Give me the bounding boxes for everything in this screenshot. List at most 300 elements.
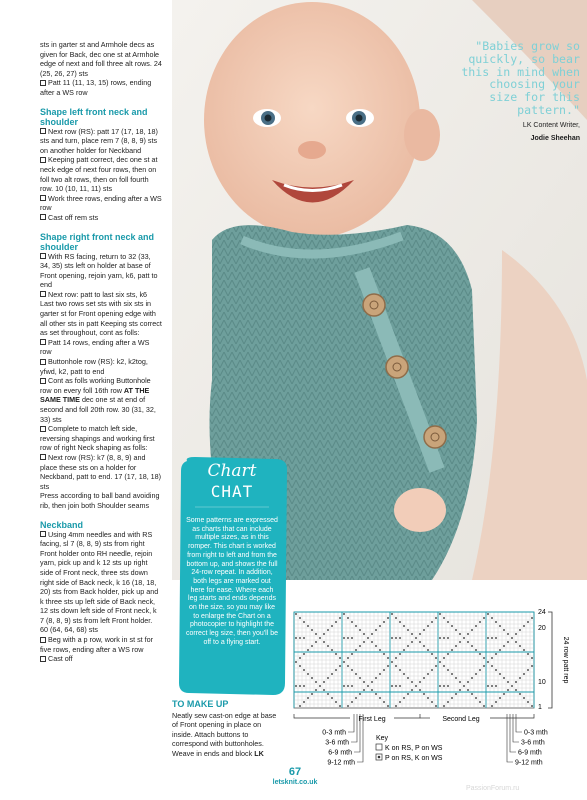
purl-dot [331, 697, 333, 699]
page-number: 67 [288, 766, 302, 778]
purl-dot [439, 613, 441, 615]
second-leg-label: Second Leg [442, 716, 480, 723]
purl-dot [471, 677, 473, 679]
button-icon [386, 356, 408, 378]
size-label: 6-9 mth [328, 749, 352, 757]
purl-dot [315, 689, 317, 691]
purl-dot [447, 637, 449, 639]
purl-dot [351, 637, 353, 639]
purl-dot [375, 693, 377, 695]
baby-ear [404, 109, 440, 161]
purl-dot [311, 693, 313, 695]
purl-dot [299, 705, 301, 707]
purl-dot [375, 677, 377, 679]
checkbox-icon[interactable] [40, 291, 46, 297]
make-up-section [172, 700, 282, 759]
purl-dot [355, 625, 357, 627]
row-number-label: 24 [538, 609, 546, 616]
purl-dot [459, 689, 461, 691]
button-icon [363, 294, 385, 316]
row-number-label: 10 [538, 679, 546, 686]
purl-dot [479, 701, 481, 703]
purl-dot [359, 645, 361, 647]
purl-dot [475, 649, 477, 651]
quote-author-role: LK Content Writer, [522, 121, 580, 129]
purl-dot [507, 633, 509, 635]
purl-dot [371, 641, 373, 643]
purl-dot [463, 637, 465, 639]
baby-nose [298, 141, 326, 159]
checkbox-icon[interactable] [40, 359, 46, 365]
purl-dot [423, 693, 425, 695]
purl-dot [363, 641, 365, 643]
size-label: 3-6 mth [325, 739, 349, 747]
purl-dot [467, 633, 469, 635]
purl-dot [479, 653, 481, 655]
purl-dot [391, 685, 393, 687]
purl-dot [451, 649, 453, 651]
purl-dot [443, 705, 445, 707]
purl-dot [411, 633, 413, 635]
purl-dot [459, 633, 461, 635]
purl-dot [395, 685, 397, 687]
baby-hand [394, 488, 446, 532]
purl-dot [499, 697, 501, 699]
purl-dot [447, 685, 449, 687]
purl-dot [471, 645, 473, 647]
purl-dot [355, 649, 357, 651]
purl-dot [379, 625, 381, 627]
purl-dot [347, 617, 349, 619]
purl-dot [471, 693, 473, 695]
purl-dot [331, 649, 333, 651]
purl-dot [527, 653, 529, 655]
purl-dot [483, 617, 485, 619]
purl-dot [523, 673, 525, 675]
purl-dot [303, 669, 305, 671]
purl-dot [531, 665, 533, 667]
purl-dot [359, 693, 361, 695]
purl-dot [507, 641, 509, 643]
purl-dot [407, 645, 409, 647]
purl-dot [335, 669, 337, 671]
checkbox-icon[interactable] [40, 637, 46, 643]
purl-dot [419, 689, 421, 691]
purl-dot [443, 657, 445, 659]
purl-dot [295, 661, 297, 663]
pull-quote [458, 40, 580, 142]
purl-dot [407, 693, 409, 695]
purl-dot [467, 641, 469, 643]
purl-dot [527, 621, 529, 623]
purl-dot [395, 705, 397, 707]
purl-dot [519, 629, 521, 631]
purl-dot [491, 657, 493, 659]
purl-dot [347, 685, 349, 687]
purl-dot [507, 681, 509, 683]
purl-dot [499, 649, 501, 651]
instruction-step: Cast off rem sts [40, 213, 162, 223]
repeat-label: 24 row patt rep [562, 636, 569, 684]
purl-dot [447, 669, 449, 671]
purl-dot [295, 685, 297, 687]
purl-dot [351, 653, 353, 655]
purl-dot [335, 621, 337, 623]
purl-dot [299, 617, 301, 619]
purl-dot [443, 665, 445, 667]
purl-dot [299, 665, 301, 667]
instruction-step: Next row (RS): patt 17 (17, 18, 18) sts and turn, place rem 7 (8, 8, 9) sts on another holder for Neckband [40, 126, 158, 155]
purl-dot [335, 701, 337, 703]
instruction-step: Keeping patt correct, dec one st at neck edge of next four rows, then on foll two alt rows, then on foll fourth row. 10 (10, 11, 11) sts [40, 155, 158, 194]
purl-dot [387, 665, 389, 667]
purl-dot [515, 681, 517, 683]
purl-dot [403, 673, 405, 675]
purl-dot [523, 649, 525, 651]
purl-dot [399, 653, 401, 655]
purl-dot [427, 625, 429, 627]
size-label: 0-3 mth [524, 729, 548, 737]
purl-dot [495, 653, 497, 655]
chat-title-script: Chart [207, 461, 257, 481]
purl-dot [531, 705, 533, 707]
purl-dot [311, 629, 313, 631]
section-heading-right-shape: Shape right front neck and shoulder [40, 231, 155, 252]
purl-dot [303, 653, 305, 655]
key-title: Key [376, 735, 389, 742]
end-mark: LK [254, 748, 264, 758]
purl-dot [367, 685, 369, 687]
purl-dot [483, 705, 485, 707]
purl-dot [427, 673, 429, 675]
purl-dot [323, 641, 325, 643]
purl-dot [455, 645, 457, 647]
purl-dot [331, 625, 333, 627]
purl-dot [355, 673, 357, 675]
purl-dot [439, 685, 441, 687]
purl-dot [323, 681, 325, 683]
purl-dot [327, 693, 329, 695]
purl-dot [303, 637, 305, 639]
purl-dot [467, 681, 469, 683]
purl-dot [419, 641, 421, 643]
purl-dot [511, 685, 513, 687]
purl-dot [387, 617, 389, 619]
purl-dot [503, 693, 505, 695]
purl-dot [327, 677, 329, 679]
purl-dot [443, 637, 445, 639]
purl-dot [427, 649, 429, 651]
purl-dot [451, 625, 453, 627]
purl-dot [379, 649, 381, 651]
purl-dot [359, 677, 361, 679]
quote-author-name: Jodie Sheehan [530, 134, 580, 142]
purl-dot [351, 701, 353, 703]
purl-dot [503, 677, 505, 679]
section-heading-left-shape: Shape left front neck and shoulder [40, 106, 148, 127]
purl-dot [315, 633, 317, 635]
purl-dot [339, 657, 341, 659]
purl-dot [403, 625, 405, 627]
purl-dot [531, 657, 533, 659]
purl-dot [427, 697, 429, 699]
checkbox-icon[interactable] [40, 378, 46, 384]
purl-dot [307, 625, 309, 627]
purl-dot [503, 629, 505, 631]
checkbox-icon[interactable] [40, 80, 46, 86]
purl-dot [343, 613, 345, 615]
purl-dot [363, 681, 365, 683]
purl-dot [459, 681, 461, 683]
instruction-step: Patt 11 (11, 13, 15) rows, ending after a WS row [40, 78, 152, 97]
purl-dot [347, 705, 349, 707]
purl-dot [307, 649, 309, 651]
purl-dot [463, 685, 465, 687]
purl-dot [435, 665, 437, 667]
purl-dot [407, 629, 409, 631]
purl-dot [511, 637, 513, 639]
purl-dot [495, 669, 497, 671]
purl-dot [443, 617, 445, 619]
purl-dot [403, 697, 405, 699]
purl-dot [423, 629, 425, 631]
size-label: 3-6 mth [521, 739, 545, 747]
site-url: letsknit.co.uk [272, 779, 318, 786]
section-heading-neckband: Neckband [40, 519, 84, 530]
purl-dot [339, 617, 341, 619]
instruction-step: Patt 14 rows, ending after a WS row [40, 337, 150, 357]
purl-dot [359, 629, 361, 631]
purl-dot [295, 613, 297, 615]
second-leg-marker [490, 714, 534, 718]
purl-dot [483, 657, 485, 659]
purl-dot [491, 705, 493, 707]
size-label: 0-3 mth [322, 729, 346, 737]
knit-stitch-icon [376, 744, 382, 750]
purl-dot [491, 685, 493, 687]
purl-dot [487, 613, 489, 615]
chart-grid [294, 612, 534, 708]
purl-dot [395, 665, 397, 667]
purl-dot [495, 621, 497, 623]
purl-dot [347, 657, 349, 659]
purl-dot [399, 669, 401, 671]
instruction-step: Next row: patt to last six sts, k6 Last two rows set sts with six sts in garter st for Front opening edge with all other sts in patt Keeping sts correct as set throughout, cont as folls: [40, 289, 162, 338]
purl-dot [487, 637, 489, 639]
purl-dot [475, 625, 477, 627]
purl-dot [371, 681, 373, 683]
purl-dot [467, 689, 469, 691]
instruction-text: Press according to ball band avoiding rib, then join both Shoulder seams [40, 491, 160, 510]
purl-dot [431, 701, 433, 703]
purl-dot [363, 633, 365, 635]
purl-dot [423, 645, 425, 647]
make-up-text: Neatly sew cast-on edge at base of Front opening in place on inside. Attach buttons to correspond with buttonholes. Weave in ends and block LK [172, 710, 277, 758]
purl-dot [507, 689, 509, 691]
purl-dot [499, 625, 501, 627]
chat-title-block: CHAT [210, 482, 254, 501]
purl-dot [303, 621, 305, 623]
purl-dot [399, 621, 401, 623]
purl-dot [343, 637, 345, 639]
chart-svg [290, 608, 587, 770]
purl-dot [371, 633, 373, 635]
purl-dot [371, 689, 373, 691]
purl-dot [387, 705, 389, 707]
purl-dot [495, 701, 497, 703]
knitting-chart [290, 608, 587, 770]
purl-dot [395, 657, 397, 659]
purl-dot [343, 685, 345, 687]
emphasis-text: AT THE SAME TIME [40, 385, 150, 405]
purl-dot [303, 685, 305, 687]
instruction-step: Work three rows, ending after a WS row [40, 193, 162, 213]
checkbox-icon[interactable] [40, 454, 46, 460]
purl-dot [299, 685, 301, 687]
purl-dot [451, 697, 453, 699]
purl-dot [487, 661, 489, 663]
purl-dot [379, 697, 381, 699]
purl-dot [475, 673, 477, 675]
purl-dot [439, 637, 441, 639]
purl-dot [431, 621, 433, 623]
purl-dot [399, 701, 401, 703]
purl-dot [363, 689, 365, 691]
checkbox-icon[interactable] [40, 339, 46, 345]
purl-dot [307, 697, 309, 699]
purl-dot [303, 701, 305, 703]
purl-dot [519, 677, 521, 679]
size-bracket [348, 714, 354, 732]
first-leg-marker [294, 714, 350, 718]
purl-dot [351, 621, 353, 623]
instruction-step: With RS facing, return to 32 (33, 34, 35) sts left on holder at base of Front opening, rejoin yarn, k6, patt to end [40, 251, 158, 290]
purl-dot [327, 629, 329, 631]
checkbox-icon[interactable] [40, 214, 46, 220]
purl-dot [519, 645, 521, 647]
row-number-label: 20 [538, 625, 546, 632]
purl-dot [455, 693, 457, 695]
purl-dot [395, 637, 397, 639]
purl-dot [459, 641, 461, 643]
purl-dot [395, 617, 397, 619]
purl-dot [403, 649, 405, 651]
purl-dot [315, 681, 317, 683]
purl-dot [383, 621, 385, 623]
checkbox-icon[interactable] [40, 195, 46, 201]
purl-dot [515, 633, 517, 635]
purl-dot [519, 693, 521, 695]
purl-dot [383, 653, 385, 655]
purl-dot [471, 629, 473, 631]
first-leg-label: First Leg [358, 716, 386, 723]
purl-dot [311, 677, 313, 679]
purl-dot [391, 661, 393, 663]
checkbox-icon[interactable] [40, 157, 46, 163]
purl-dot [447, 701, 449, 703]
purl-dot [295, 637, 297, 639]
key-knit-label: K on RS, P on WS [385, 745, 443, 752]
purl-dot [415, 637, 417, 639]
purl-dot [375, 629, 377, 631]
purl-dot [347, 665, 349, 667]
purl-dot [387, 657, 389, 659]
purl-dot [391, 613, 393, 615]
purl-dot [319, 685, 321, 687]
purl-dot [339, 665, 341, 667]
purl-dot [307, 673, 309, 675]
checkbox-icon[interactable] [40, 426, 46, 432]
purl-dot [419, 633, 421, 635]
purl-dot [343, 661, 345, 663]
checkbox-icon[interactable] [40, 128, 46, 134]
purl-dot [491, 637, 493, 639]
row-number-label: 1 [538, 704, 542, 711]
size-brackets-left [322, 714, 363, 767]
purl-dot [419, 681, 421, 683]
purl-dot [435, 617, 437, 619]
purl-dot [431, 669, 433, 671]
purl-dot [327, 645, 329, 647]
purl-dot [487, 685, 489, 687]
purl-dot [299, 637, 301, 639]
chat-body-text: Some patterns are expressed as charts that can include multiple sizes, as in this romper. This chart is worked from right to left and from the bottom up, and shows the full 24-row repeat. In addition, both legs are marked out here for ease. Where each leg starts and ends depends on the size, so you may like to enlarge the Chart on a photocopier to highlight the correct leg size, then you'll be off to a flying start. [186, 517, 278, 646]
purl-dot [339, 705, 341, 707]
purl-dot [399, 637, 401, 639]
purl-dot [527, 701, 529, 703]
purl-dot [451, 673, 453, 675]
chart-chat-box [175, 455, 289, 697]
quote-text: "Babies grow so quickly, so bear this in mind when choosing your size for this pattern." [461, 39, 580, 117]
checkbox-icon[interactable] [40, 656, 46, 662]
purl-dot [391, 637, 393, 639]
purl-dot [335, 653, 337, 655]
checkbox-icon[interactable] [40, 531, 46, 537]
purl-dot [367, 637, 369, 639]
purl-dot [355, 697, 357, 699]
intro-paragraph: sts in garter st and Armhole decs as given for Back, dec one st at Armhole edge of next and foll three alt rows. 24 (25, 26, 27) sts [40, 40, 162, 78]
purl-dot [483, 665, 485, 667]
purl-dot [531, 617, 533, 619]
purl-dot [523, 697, 525, 699]
instruction-step: Using 4mm needles and with RS facing, sl 7 (8, 8, 9) sts from right Front holder onto RH needle, rejoin yarn, pick up and k 12 sts up right side of Front neck, three sts down right side of Back neck, k 16 (18, 18, 20) sts from Back holder, pick up and k three sts up left side of Back neck, 12 sts down left side of Front neck, k 7 (8, 8, 9) sts from left Front holder. 60 (64, 64, 68) sts [40, 529, 159, 635]
purl-dot [319, 637, 321, 639]
purl-dot [351, 669, 353, 671]
purl-dot [411, 681, 413, 683]
checkbox-icon[interactable] [40, 253, 46, 259]
purl-dot [423, 677, 425, 679]
instruction-step: Buttonhole row (RS): k2, k2tog, yfwd, k2, patt to end [40, 357, 148, 376]
purl-dot [475, 697, 477, 699]
repeat-bracket [548, 612, 552, 708]
purl-dot [431, 653, 433, 655]
purl-dot [515, 689, 517, 691]
purl-dot [411, 689, 413, 691]
purl-dot [503, 645, 505, 647]
purl-dot [491, 617, 493, 619]
purl-dot [411, 641, 413, 643]
purl-dot [379, 673, 381, 675]
purl-dot [323, 633, 325, 635]
purl-dot [311, 645, 313, 647]
purl-dot [299, 657, 301, 659]
purl-dot [315, 641, 317, 643]
purl-dot [351, 685, 353, 687]
purl-dot [455, 629, 457, 631]
purl-dot [375, 645, 377, 647]
purl-dot [383, 701, 385, 703]
baby-face [204, 2, 420, 238]
